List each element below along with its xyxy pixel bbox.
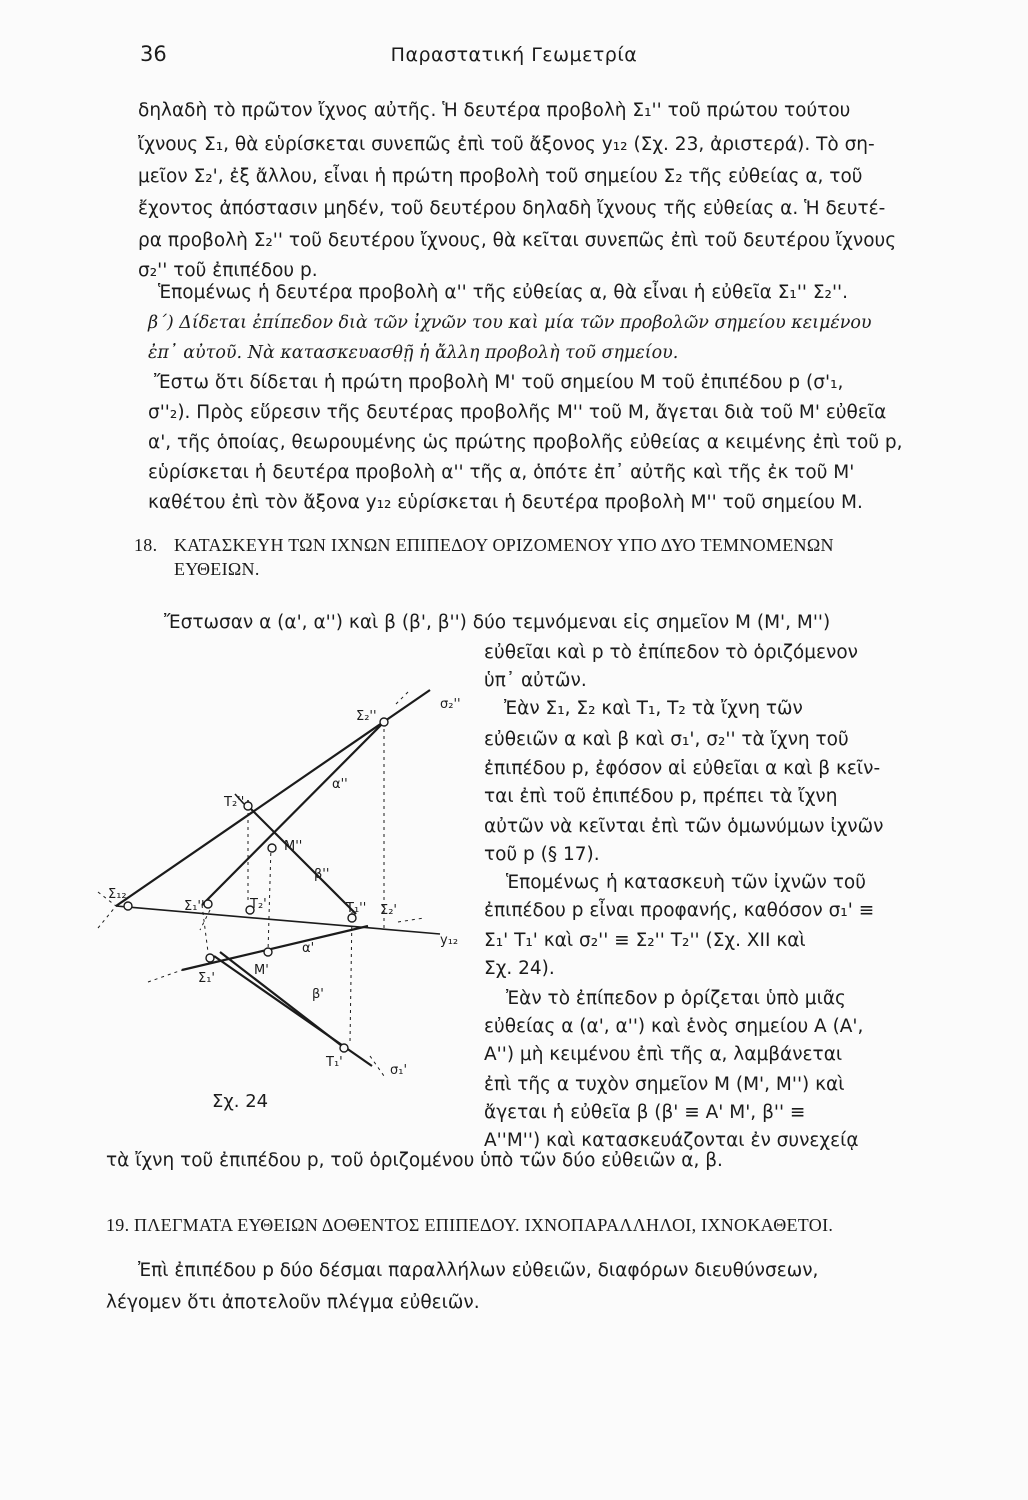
text-line: σ₂'' τοῦ ἐπιπέδου p. <box>138 260 318 281</box>
label-S2p: Σ₂' <box>380 903 397 918</box>
recall-line-T1 <box>350 912 352 1042</box>
sigma-extension-2 <box>98 906 116 928</box>
label-S1pp: Σ₁'' <box>184 899 205 914</box>
text-line: ρα προβολὴ Σ₂'' τοῦ δευτέρου ἴχνους, θὰ κεῖται συνεπῶς ἐπὶ τοῦ δευτέρου ἴχνους <box>138 230 897 251</box>
text-line: Σχ. 24). <box>484 958 555 979</box>
text-line: Ἑπομένως ἡ δευτέρα προβολὴ α'' τῆς εὐθείας α, θὰ εἶναι ἡ εὐθεῖα Σ₁'' Σ₂''. <box>158 282 849 303</box>
text-line: Ἐὰν Σ₁, Σ₂ καὶ T₁, T₂ τὰ ἴχνη τῶν <box>504 698 803 719</box>
text-line: A''M'') καὶ κατασκευάζονται ἐν συνεχείᾳ <box>484 1130 859 1151</box>
text-line: Ἔστω ὅτι δίδεται ἡ πρώτη προβολὴ M' τοῦ σημείου M τοῦ ἐπιπέδου p (σ'₁, <box>154 372 844 393</box>
label-S1p: Σ₁' <box>198 971 215 986</box>
text-line: ἔχοντος ἀπόστασιν μηδέν, τοῦ δευτέρου δηλαδὴ ἴχνους τῆς εὐθείας α. Ἡ δευτέ- <box>138 198 886 219</box>
alpha-p-extension <box>148 970 182 982</box>
point-T2pp <box>244 802 252 810</box>
alpha-prime-line <box>182 926 368 970</box>
label-S12: Σ₁₂ <box>108 887 127 902</box>
label-T1pp: T₁'' <box>346 901 367 916</box>
text-line: ἴχνους Σ₁, θὰ εὑρίσκεται συνεπῶς ἐπὶ τοῦ ἄξονος y₁₂ (Σχ. 23, ἀριστερά). Τὸ ση- <box>138 134 875 155</box>
text-line: ἐπὶ τῆς α τυχὸν σημεῖον M (M', M'') καὶ <box>484 1074 845 1095</box>
label-T2p: T₂' <box>250 897 267 912</box>
sigma2p-extension <box>398 918 424 922</box>
text-line: ἄγεται ἡ εὐθεῖα β (β' ≡ A' M', β'' ≡ <box>484 1102 806 1123</box>
figure-24 <box>88 682 488 1082</box>
point-S2pp <box>380 718 388 726</box>
section-number: 18. <box>134 535 158 555</box>
text-line: Ἐπὶ ἐπιπέδου p δύο δέσμαι παραλλήλων εὐθειῶν, διαφόρων διευθύνσεων, <box>138 1260 819 1281</box>
text-line: εὐθείας α (α', α'') καὶ ἑνὸς σημείου A (A', <box>484 1016 864 1037</box>
recall-line-M <box>268 846 271 952</box>
figure-24-drawing <box>88 682 488 1082</box>
label-alpha-pp: α'' <box>332 777 348 792</box>
italic-line: β΄) Δίδεται ἐπίπεδον διὰ τῶν ἰχνῶν του καὶ μία τῶν προβολῶν σημείου κειμένου <box>148 313 872 333</box>
text-line: καθέτου ἐπὶ τὸν ἄξονα y₁₂ εὑρίσκεται ἡ δευτέρα προβολὴ M'' τοῦ σημείου M. <box>148 492 863 513</box>
sigma1p-extension <box>370 1056 384 1076</box>
text-line: ἐπιπέδου p εἶναι προφανής, καθόσον σ₁' ≡ <box>484 900 875 921</box>
text-line: Ἔστωσαν α (α', α'') καὶ β (β', β'') δύο τεμνόμεναι εἰς σημεῖον M (M', M'') <box>164 612 831 633</box>
label-T2pp: T₂'' <box>224 795 245 810</box>
text-line: ὑπ᾽ αὐτῶν. <box>484 670 587 691</box>
label-Mpp: M'' <box>284 839 303 854</box>
label-alpha-p: α' <box>302 941 315 956</box>
label-y12: y₁₂ <box>440 933 459 948</box>
label-beta-p: β' <box>312 987 324 1002</box>
text-line: εὐθειῶν α καὶ β καὶ σ₁', σ₂'' τὰ ἴχνη τοῦ <box>484 729 849 750</box>
text-line: Ἐὰν τὸ ἐπίπεδον p ὁρίζεται ὑπὸ μιᾶς <box>506 988 846 1009</box>
alpha-pp-line <box>202 722 384 905</box>
point-Mp <box>264 948 272 956</box>
section-title-line: ΚΑΤΑΣΚΕΥΗ ΤΩΝ ΙΧΝΩΝ ΕΠΙΠΕΔΟΥ ΟΡΙΖΟΜΕΝΟΥ ΥΠΟ ΔΥΟ ΤΕΜΝΟΜΕΝΩΝ <box>174 535 834 555</box>
text-line: Ἑπομένως ἡ κατασκευὴ τῶν ἰχνῶν τοῦ <box>506 872 866 893</box>
text-line: αὐτῶν νὰ κεῖνται ἐπὶ τῶν ὁμωνύμων ἰχνῶν <box>484 816 884 837</box>
running-title: Παραστατική Γεωμετρία <box>390 44 638 66</box>
text-line: τοῦ p (§ 17). <box>484 844 600 865</box>
label-beta-pp: β'' <box>314 867 330 882</box>
point-S12 <box>124 902 132 910</box>
text-line: εὐθεῖαι καὶ p τὸ ἐπίπεδον τὸ ὁριζόμενον <box>484 642 859 663</box>
text-line: Σ₁' T₁' καὶ σ₂'' ≡ Σ₂'' T₂'' (Σχ. XII καὶ <box>484 930 806 951</box>
point-S1pp <box>204 900 212 908</box>
label-S2pp: Σ₂'' <box>356 709 377 724</box>
text-line: μεῖον Σ₂', ἐξ ἄλλου, εἶναι ἡ πρώτη προβολὴ τοῦ σημείου Σ₂ τῆς εὐθείας α, τοῦ <box>138 166 863 187</box>
text-line: A'') μὴ κειμένου ἐπὶ τῆς α, λαμβάνεται <box>484 1044 843 1065</box>
section-title: ΠΛΕΓΜΑΤΑ ΕΥΘΕΙΩΝ ΔΟΘΕΝΤΟΣ ΕΠΙΠΕΔΟΥ. ΙΧΝΟΠΑΡΑΛΛΗΛΟΙ, ΙΧΝΟΚΑΘΕΤΟΙ. <box>134 1215 834 1235</box>
point-S1p <box>206 954 214 962</box>
point-Mpp <box>268 844 276 852</box>
text-line: ἐπιπέδου p, ἐφόσον αἱ εὐθεῖαι α καὶ β κεῖν- <box>484 758 881 779</box>
figure-caption: Σχ. 24 <box>212 1091 269 1112</box>
section-number: 19. <box>106 1215 130 1235</box>
label-Mp: M' <box>254 963 269 978</box>
label-sigma1p: σ₁' <box>390 1063 408 1078</box>
text-line: εὑρίσκεται ἡ δευτέρα προβολὴ α'' τῆς α, ὁπότε ἐπ᾽ αὐτῆς καὶ τῆς ἐκ τοῦ M' <box>148 462 855 483</box>
text-line: α', τῆς ὁποίας, θεωρουμένης ὡς πρώτης προβολῆς εὐθείας α κειμένης ἐπὶ τοῦ p, <box>148 432 903 453</box>
italic-line: ἐπ᾽ αὐτοῦ. Νὰ κατασκευασθῇ ἡ ἄλλη προβολὴ τοῦ σημείου. <box>148 343 679 363</box>
text-line: σ''₂). Πρὸς εὕρεσιν τῆς δευτέρας προβολῆς M'' τοῦ M, ἄγεται διὰ τοῦ M' εὐθεῖα <box>148 402 887 423</box>
page-number: 36 <box>140 42 167 66</box>
text-line: ται ἐπὶ τοῦ ἐπιπέδου p, πρέπει τὰ ἴχνη <box>484 786 838 807</box>
page-header <box>0 42 1028 76</box>
text-line: δηλαδὴ τὸ πρῶτον ἴχνος αὐτῆς. Ἡ δευτέρα προβολὴ Σ₁'' τοῦ πρώτου τούτου <box>138 100 851 121</box>
sigma2-extension <box>394 692 408 706</box>
section-title-line: ΕΥΘΕΙΩΝ. <box>174 559 260 579</box>
label-sigma2pp: σ₂'' <box>440 697 461 712</box>
point-T1p <box>340 1044 348 1052</box>
text-line: τὰ ἴχνη τοῦ ἐπιπέδου p, τοῦ ὁριζομένου ὑπὸ τῶν δύο εὐθειῶν α, β. <box>106 1150 723 1171</box>
text-line: λέγομεν ὅτι ἀποτελοῦν πλέγμα εὐθειῶν. <box>106 1292 480 1313</box>
label-T1p: T₁' <box>326 1055 343 1070</box>
